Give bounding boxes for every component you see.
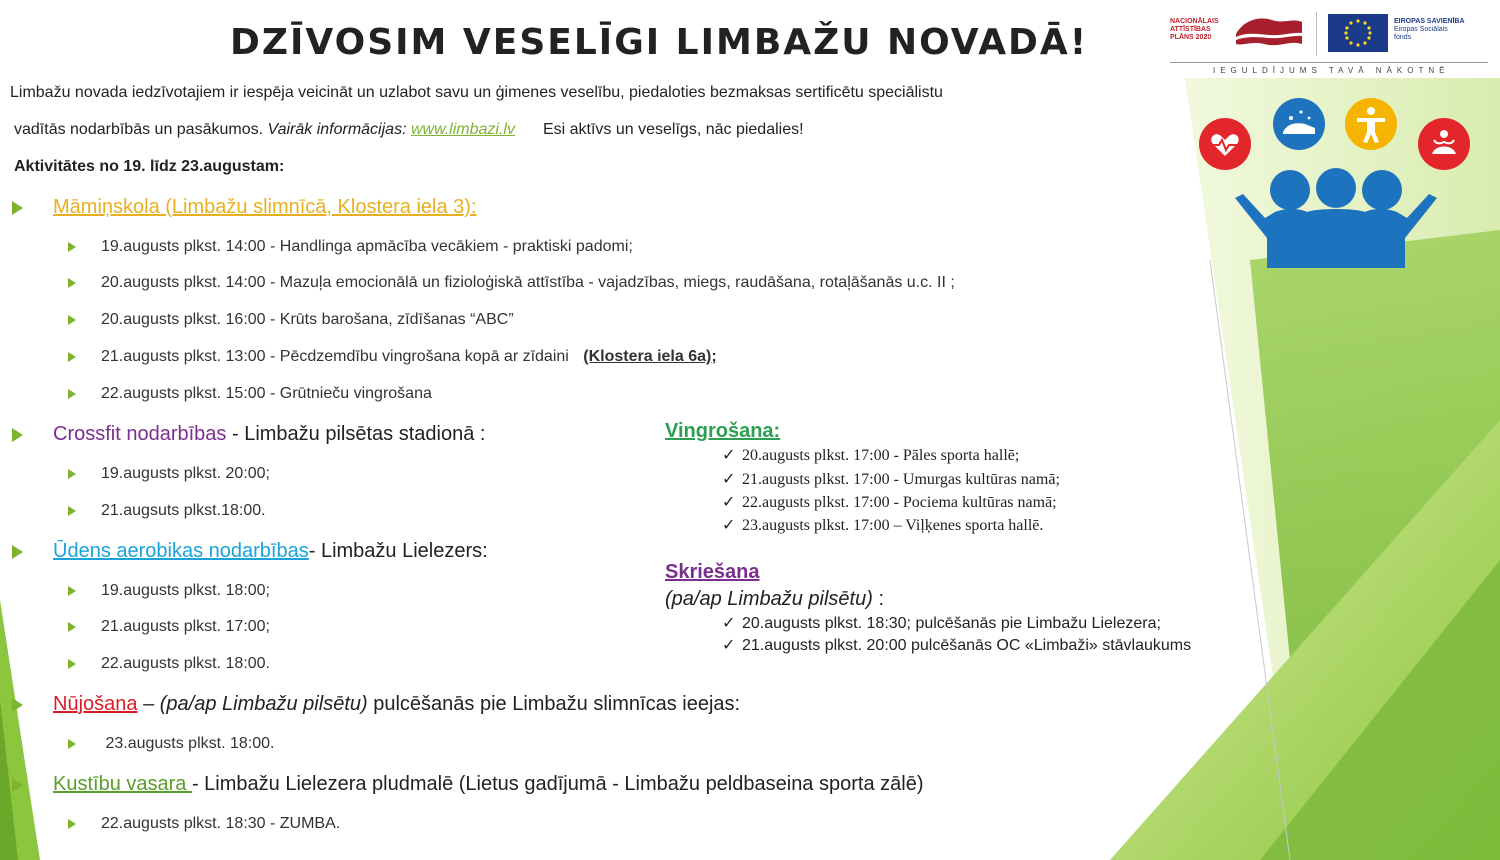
tagline: IEGULDĪJUMS TAVĀ NĀKOTNĒ <box>1213 66 1450 75</box>
intro-line-1: Limbažu novada iedzīvotajiem ir iespēja veicināt un uzlabot savu un ģimenes veselību, piedaloties bezmaksas sertificētu speciālistu <box>10 84 943 101</box>
list-item: 20.augusts plkst. 14:00 - Mazuļa emocionālā un fizioloģiskā attīstība - vajadzības, miegs, raudāšana, rotaļāšanās u.c. II ; <box>68 274 955 292</box>
skriesana-subheading: (pa/ap Limbažu pilsētu) : <box>665 588 885 610</box>
list-item: 19.augusts plkst. 18:00; <box>68 582 270 600</box>
eu-logo-text: EIROPAS SAVIENĪBA Eiropas Sociālais fonds <box>1394 18 1465 41</box>
bullet-icon <box>12 778 23 792</box>
bullet-icon <box>12 698 23 712</box>
list-item: 22.augusts plkst. 18:30 - ZUMBA. <box>68 815 340 833</box>
intro-cta: Esi aktīvs un veselīgs, nāc piedalies! <box>542 121 804 138</box>
bullet-icon <box>12 201 23 215</box>
section-maminskola <box>12 196 477 219</box>
intro-text: vadītās nodarbībās un pasākumos. <box>14 121 268 138</box>
bullet-icon <box>68 315 76 325</box>
list-item: ✓ 21.augusts plkst. 20:00 pulcēšanās OC «Limbaži» stāvlaukums <box>722 637 1192 654</box>
checkmark-icon: ✓ <box>722 615 736 632</box>
intro-line-2 <box>14 121 804 139</box>
list-item: 19.augusts plkst. 14:00 - Handlinga apmācība vecākiem - praktiski padomi; <box>68 238 633 256</box>
website-link[interactable]: www.limbazi.lv <box>410 121 515 138</box>
bullet-icon <box>68 469 76 479</box>
maminskola-heading: Māmiņskola (Limbažu slimnīcā, Klostera iela 3): <box>53 196 477 218</box>
bullet-icon <box>68 819 76 829</box>
list-item: 21.augusts plkst. 17:00; <box>68 618 270 636</box>
bullet-icon <box>68 242 76 252</box>
bullet-icon <box>68 352 76 362</box>
skriesana-heading: Skriešana <box>665 561 760 583</box>
page-title: DZĪVOSIM VESELĪGI LIMBAŽU NOVADĀ! <box>230 22 1089 63</box>
activities-period: Aktivitātes no 19. līdz 23.augustam: <box>14 158 285 175</box>
bullet-icon <box>68 389 76 399</box>
bullet-icon <box>68 622 76 632</box>
eu-flag-icon <box>1328 14 1388 52</box>
list-item: ✓ 21.augusts plkst. 17:00 - Umurgas kultūras namā; <box>722 471 1060 488</box>
checkmark-icon: ✓ <box>722 447 736 464</box>
checkmark-icon: ✓ <box>722 517 736 534</box>
bullet-icon <box>12 428 23 442</box>
list-item: ✓ 22.augusts plkst. 17:00 - Pociema kultūras namā; <box>722 494 1057 511</box>
udens-heading: Ūdens aerobikas nodarbības <box>53 540 309 562</box>
vingrosana-heading: Vingrošana: <box>665 420 781 442</box>
list-item: 20.augusts plkst. 16:00 - Krūts barošana, zīdīšanas “ABC” <box>68 311 514 329</box>
bullet-icon <box>68 739 76 749</box>
latvia-flag-icon <box>1234 14 1304 48</box>
list-item: 23.augusts plkst. 18:00. <box>68 735 274 753</box>
section-kustibu-vasara: Kustību vasara - Limbažu Lielezera pludmalē (Lietus gadījumā - Limbažu peldbaseina sporta zālē) <box>12 773 923 796</box>
logo-rule <box>1170 62 1488 63</box>
checkmark-icon: ✓ <box>722 494 736 511</box>
section-nujosana: Nūjošana – (pa/ap Limbažu pilsētu) pulcēšanās pie Limbažu slimnīcas ieejas: <box>12 693 740 716</box>
kustibu-heading: Kustību vasara <box>53 773 192 795</box>
list-item: 19.augusts plkst. 20:00; <box>68 465 270 483</box>
list-item: ✓ 20.augusts plkst. 18:30; pulcēšanās pie Limbažu Lielezera; <box>722 615 1161 632</box>
crossfit-heading: Crossfit nodarbības <box>53 423 227 445</box>
bullet-icon <box>68 659 76 669</box>
section-udens-aerobika: Ūdens aerobikas nodarbības- Limbažu Lielezers: <box>12 540 488 563</box>
list-item: 22.augusts plkst. 18:00. <box>68 655 270 673</box>
checkmark-icon: ✓ <box>722 471 736 488</box>
checkmark-icon: ✓ <box>722 637 736 654</box>
list-item: ✓ 20.augusts plkst. 17:00 - Pāles sporta hallē; <box>722 447 1020 464</box>
bullet-icon <box>68 586 76 596</box>
nap-logo-text: NACIONĀLAIS ATTĪSTĪBAS PLĀNS 2020 <box>1170 18 1219 41</box>
health-people-illustration <box>1195 98 1475 268</box>
bullet-icon <box>68 506 76 516</box>
section-crossfit: Crossfit nodarbības - Limbažu pilsētas stadionā : <box>12 423 485 446</box>
list-item: 21.augusts plkst. 13:00 - Pēcdzemdību vingrošana kopā ar zīdaini (Klostera iela 6a); <box>68 348 717 366</box>
nujosana-heading: Nūjošana <box>53 693 138 715</box>
list-item: ✓ 23.augusts plkst. 17:00 – Viļķenes sporta hallē. <box>722 517 1044 534</box>
list-item: 22.augusts plkst. 15:00 - Grūtnieču vingrošana <box>68 385 432 403</box>
address-note: (Klostera iela 6a); <box>583 348 717 365</box>
bullet-icon <box>12 545 23 559</box>
bullet-icon <box>68 278 76 288</box>
list-item: 21.augsuts plkst.18:00. <box>68 502 266 520</box>
intro-more-label: Vairāk informācijas: <box>267 121 411 138</box>
logo-divider <box>1316 12 1317 56</box>
